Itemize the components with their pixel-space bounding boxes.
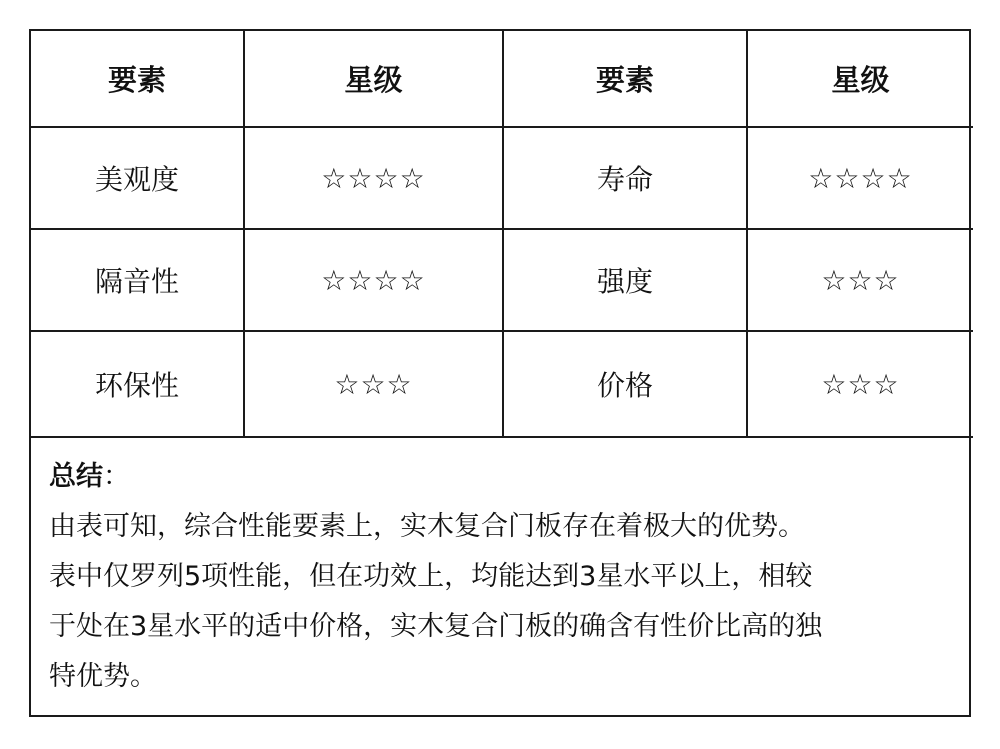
- summary-heading: [49, 452, 951, 502]
- summary-text-line: 表中仅罗列5项性能，但在功效上，均能达到3星水平以上，相较: [49, 561, 813, 592]
- factor-cell: 寿命: [503, 127, 747, 229]
- factor-cell: 环保性: [31, 331, 244, 437]
- header-factor-left: 要素: [31, 31, 244, 127]
- star-rating: ☆☆☆☆: [747, 127, 973, 229]
- summary-text-line: 于处在3星水平的适中价格，实木复合门板的确含有性价比高的独: [49, 611, 823, 642]
- table-row: [31, 127, 973, 229]
- factor-cell: 强度: [503, 229, 747, 331]
- star-rating: ☆☆☆: [747, 229, 973, 331]
- header-rating-right: 星级: [747, 31, 973, 127]
- star-rating: ☆☆☆: [747, 331, 973, 437]
- header-factor-right: 要素: [503, 31, 747, 127]
- factor-cell: 隔音性: [31, 229, 244, 331]
- rating-sheet: [29, 29, 971, 717]
- table-row: [31, 229, 973, 331]
- summary-text-line: 由表可知，综合性能要素上，实木复合门板存在着极大的优势。: [49, 511, 805, 542]
- summary-colon: ：: [103, 461, 130, 492]
- summary-title: 总结: [49, 461, 103, 492]
- star-rating: ☆☆☆☆: [244, 229, 503, 331]
- star-rating: ☆☆☆☆: [244, 127, 503, 229]
- rating-table: [31, 31, 973, 438]
- header-rating-left: 星级: [244, 31, 503, 127]
- star-rating: ☆☆☆: [244, 331, 503, 437]
- table-row: [31, 331, 973, 437]
- factor-cell: 美观度: [31, 127, 244, 229]
- summary-text-line: 特优势。: [49, 661, 157, 692]
- factor-cell: 价格: [503, 331, 747, 437]
- summary-section: [31, 438, 969, 702]
- table-header-row: [31, 31, 973, 127]
